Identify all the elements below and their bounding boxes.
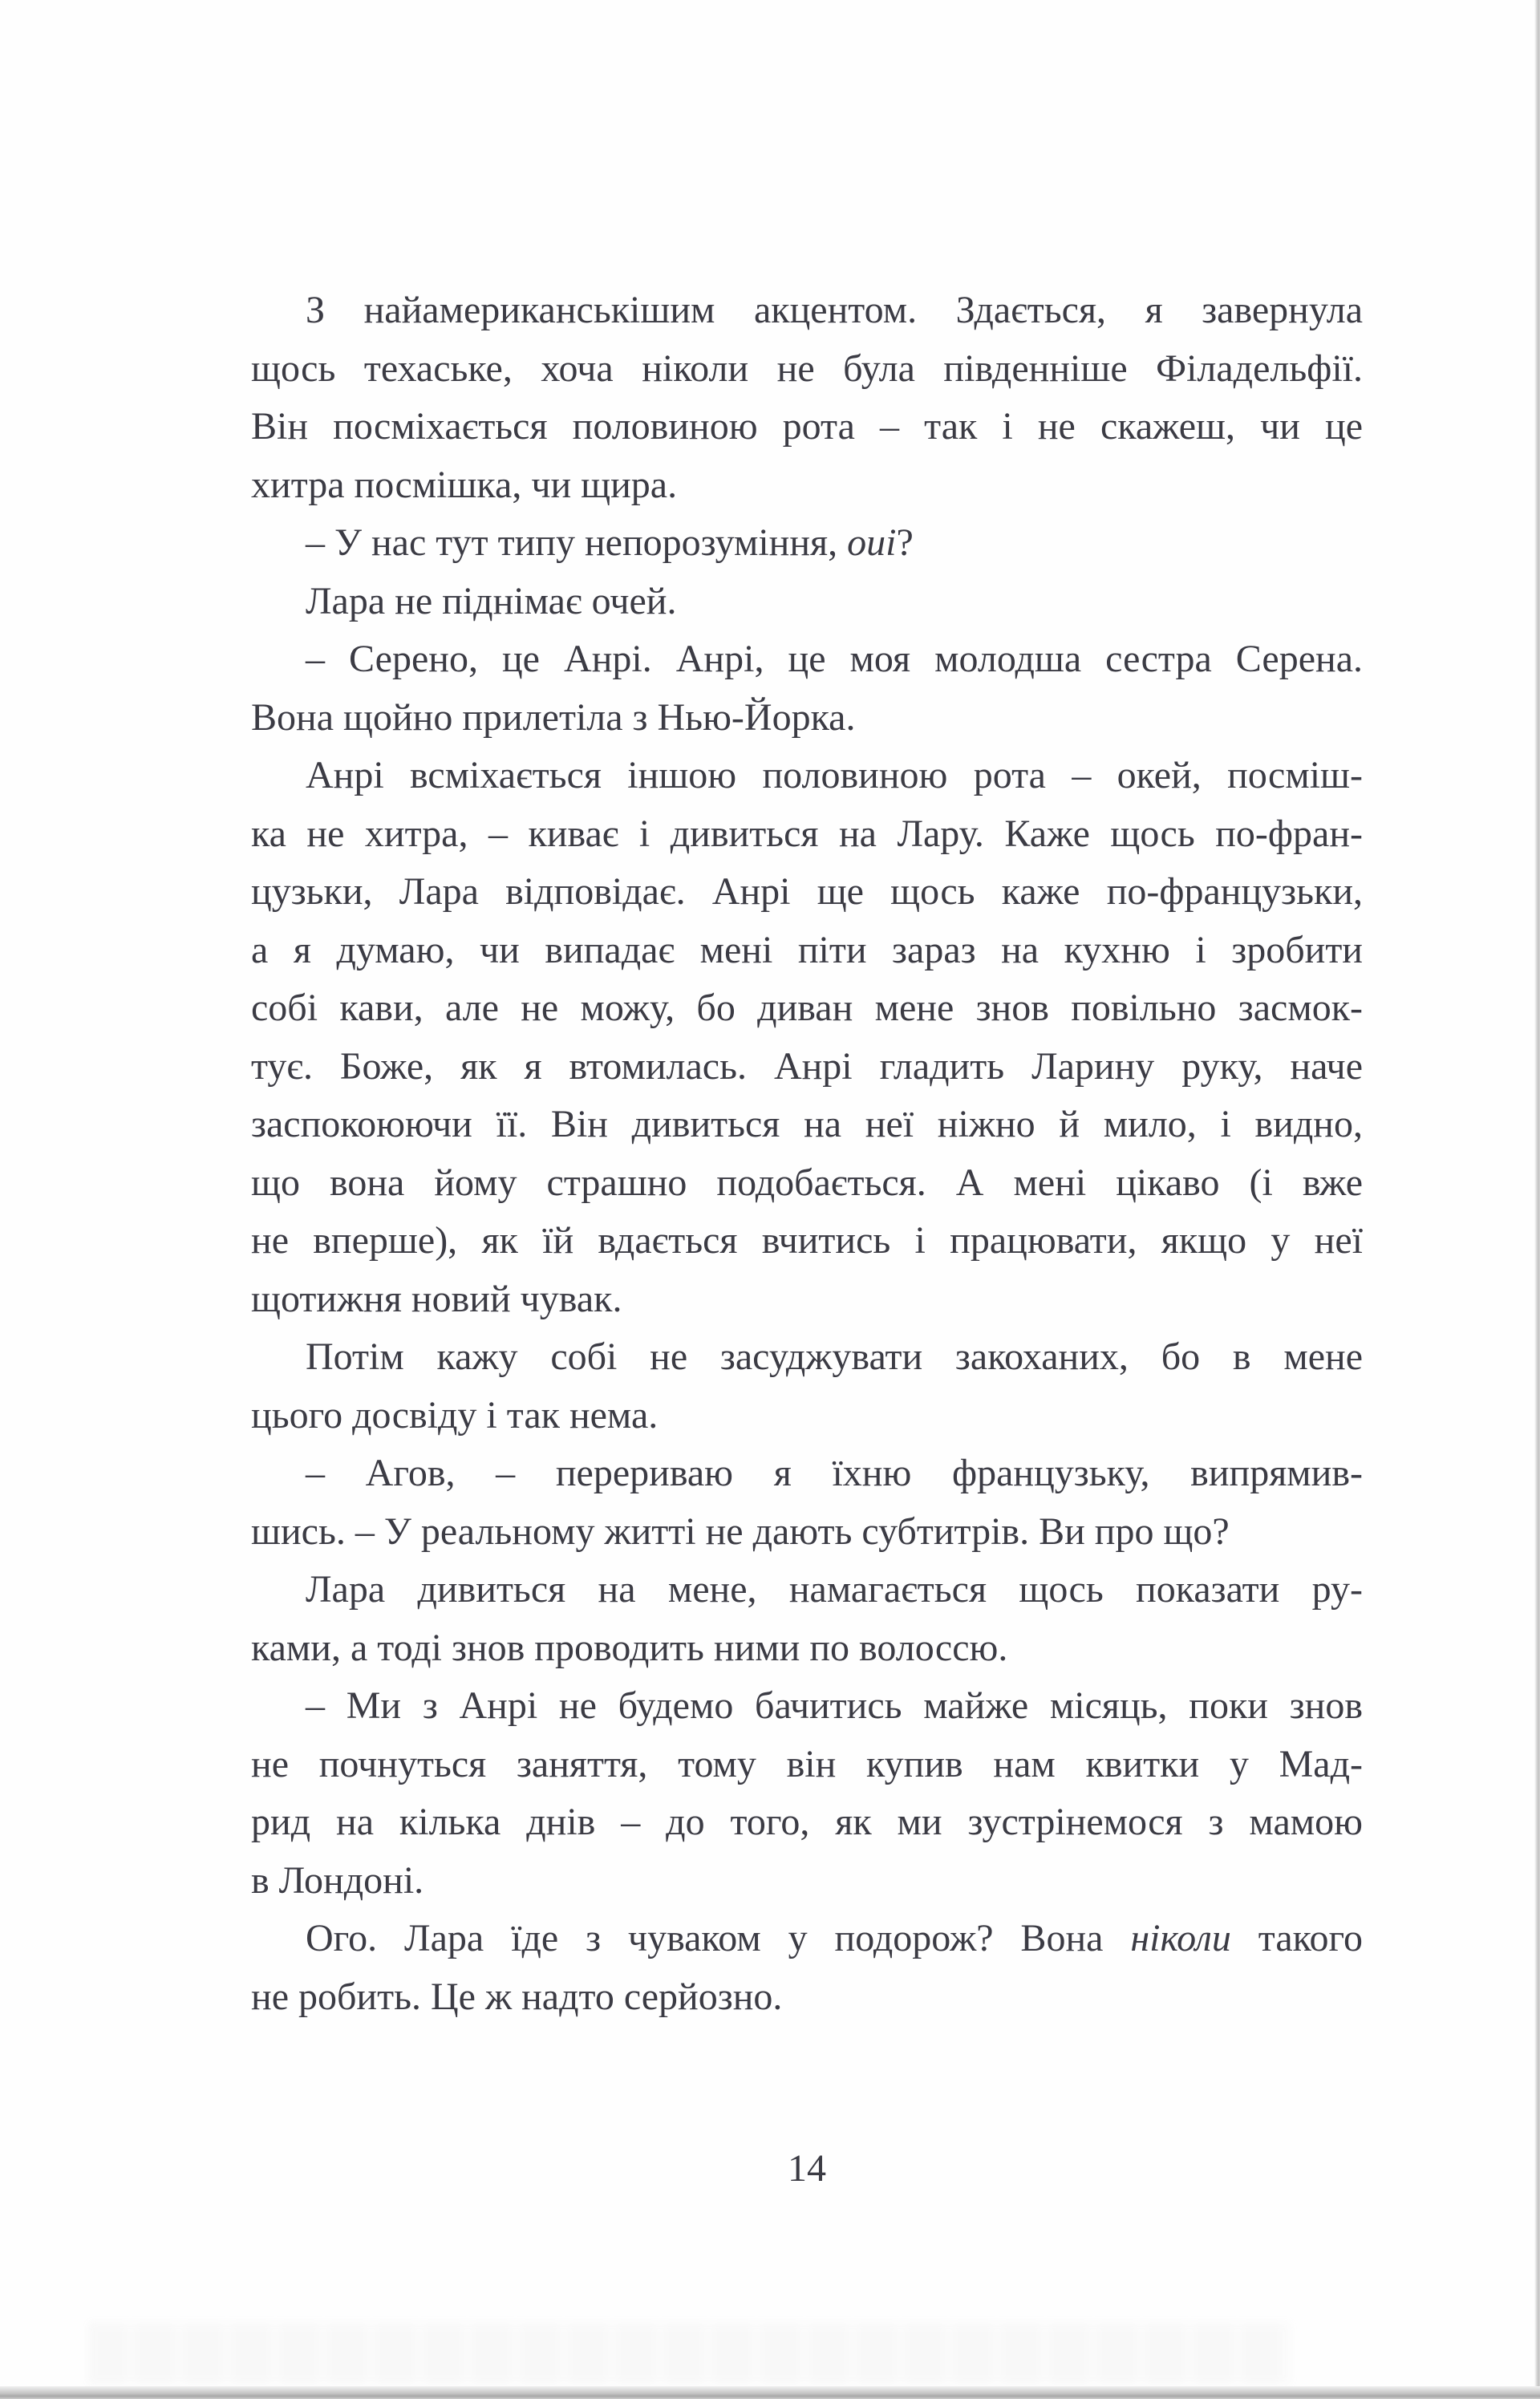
text-segment: не робить. Це ж надто серйозно.	[251, 1975, 783, 2018]
text-segment: Анрі всміхається іншою половиною рота – окей, посміш-	[306, 754, 1363, 796]
text-segment: – Ми з Анрі не будемо бачитись майже місяць, поки знов	[306, 1684, 1363, 1727]
text-segment: собі кави, але не можу, бо диван мене знов повільно засмок-	[251, 987, 1363, 1029]
text-segment: цього досвіду і так нема.	[251, 1393, 659, 1437]
italic-text: oui	[847, 521, 897, 564]
text-segment: в Лондоні.	[251, 1858, 424, 1902]
body-text	[251, 282, 1363, 2026]
text-line	[251, 747, 1363, 805]
paragraph	[251, 1561, 1363, 1677]
text-segment: Ого. Лара їде з чуваком у подорож? Вона	[306, 1917, 1131, 1959]
text-line	[251, 1445, 1363, 1503]
text-segment: Вона щойно прилетіла з Нью-Йорка.	[251, 695, 856, 739]
text-line	[251, 1736, 1363, 1794]
paragraph	[251, 747, 1363, 1328]
text-line	[251, 689, 1363, 748]
text-line	[251, 1561, 1363, 1619]
paragraph	[251, 1328, 1363, 1445]
text-segment: ками, а тоді знов проводить ними по волоссю.	[251, 1626, 1008, 1669]
text-segment: що вона йому страшно подобається. А мені цікаво (і вже	[251, 1161, 1363, 1204]
text-segment: щотижня новий чувак.	[251, 1277, 622, 1320]
text-segment: хитра посмішка, чи щира.	[251, 463, 678, 506]
text-segment: З найамериканськішим акцентом. Здається, я завернула	[306, 289, 1363, 331]
text-line	[251, 514, 1363, 573]
text-line	[251, 630, 1363, 689]
text-segment: ?	[896, 521, 914, 564]
paragraph	[251, 1445, 1363, 1561]
text-line	[251, 456, 1363, 515]
text-segment: заспокоюючи її. Він дивиться на неї ніжно й мило, і видно,	[251, 1103, 1363, 1145]
text-line	[251, 863, 1363, 922]
paragraph	[251, 1677, 1363, 1910]
paragraph	[251, 282, 1363, 514]
text-line	[251, 1503, 1363, 1562]
text-line	[251, 1154, 1363, 1213]
text-line	[251, 1328, 1363, 1387]
text-segment: – У нас тут типу непорозуміння,	[306, 521, 848, 564]
text-line	[251, 1270, 1363, 1329]
text-line	[251, 1212, 1363, 1270]
text-segment: тує. Боже, як я втомилась. Анрі гладить Ларину руку, наче	[251, 1044, 1363, 1088]
text-segment: не почнуться заняття, тому він купив нам квитки у Мад-	[251, 1742, 1363, 1785]
page-number: 14	[788, 2147, 826, 2190]
text-line	[251, 340, 1363, 399]
text-segment: щось техаське, хоча ніколи не була південніше Філадельфії.	[251, 346, 1363, 390]
paragraph	[251, 1910, 1363, 2026]
text-segment: Він посміхається половиною рота – так і не скажеш, чи це	[251, 405, 1363, 448]
page-right-edge	[1534, 0, 1540, 2399]
text-line	[251, 1096, 1363, 1154]
text-line	[251, 1677, 1363, 1736]
text-segment: не вперше), як їй вдається вчитись і працювати, якщо у неї	[251, 1219, 1363, 1262]
text-segment: Лара не піднімає очей.	[306, 579, 677, 622]
text-line	[251, 1387, 1363, 1445]
text-segment: ка не хитра, – киває і дивиться на Лару. Каже щось по-фран-	[251, 812, 1363, 855]
italic-text: ніколи	[1130, 1917, 1231, 1959]
text-segment: – Серено, це Анрі. Анрі, це моя молодша сестра Серена.	[306, 638, 1363, 680]
text-line	[251, 1619, 1363, 1678]
text-line	[251, 1852, 1363, 1911]
paragraph	[251, 630, 1363, 747]
text-line	[251, 805, 1363, 864]
text-line	[251, 922, 1363, 980]
text-line	[251, 979, 1363, 1038]
page-bleed-through	[88, 2322, 1291, 2385]
text-line	[251, 573, 1363, 631]
page-bottom-edge	[0, 2386, 1540, 2399]
paragraph	[251, 514, 1363, 573]
text-segment: шись. – У реальному житті не дають субтитрів. Ви про що?	[251, 1510, 1230, 1553]
text-segment: – Агов, – перериваю я їхню французьку, випрямив-	[306, 1452, 1363, 1494]
text-line	[251, 1793, 1363, 1852]
text-segment: Лара дивиться на мене, намагається щось показати ру-	[306, 1568, 1363, 1611]
text-segment: такого	[1230, 1917, 1363, 1959]
text-line	[251, 1910, 1363, 1968]
text-line	[251, 398, 1363, 456]
text-line	[251, 282, 1363, 340]
text-line	[251, 1038, 1363, 1096]
text-segment: Потім кажу собі не засуджувати закоханих, бо в мене	[306, 1335, 1363, 1378]
text-segment: цузьки, Лара відповідає. Анрі ще щось каже по-французьки,	[251, 870, 1363, 913]
text-segment: рид на кілька днів – до того, як ми зустрінемося з мамою	[251, 1801, 1363, 1843]
text-line	[251, 1968, 1363, 2027]
text-segment: а я думаю, чи випадає мені піти зараз на кухню і зробити	[251, 928, 1363, 971]
paragraph	[251, 573, 1363, 631]
